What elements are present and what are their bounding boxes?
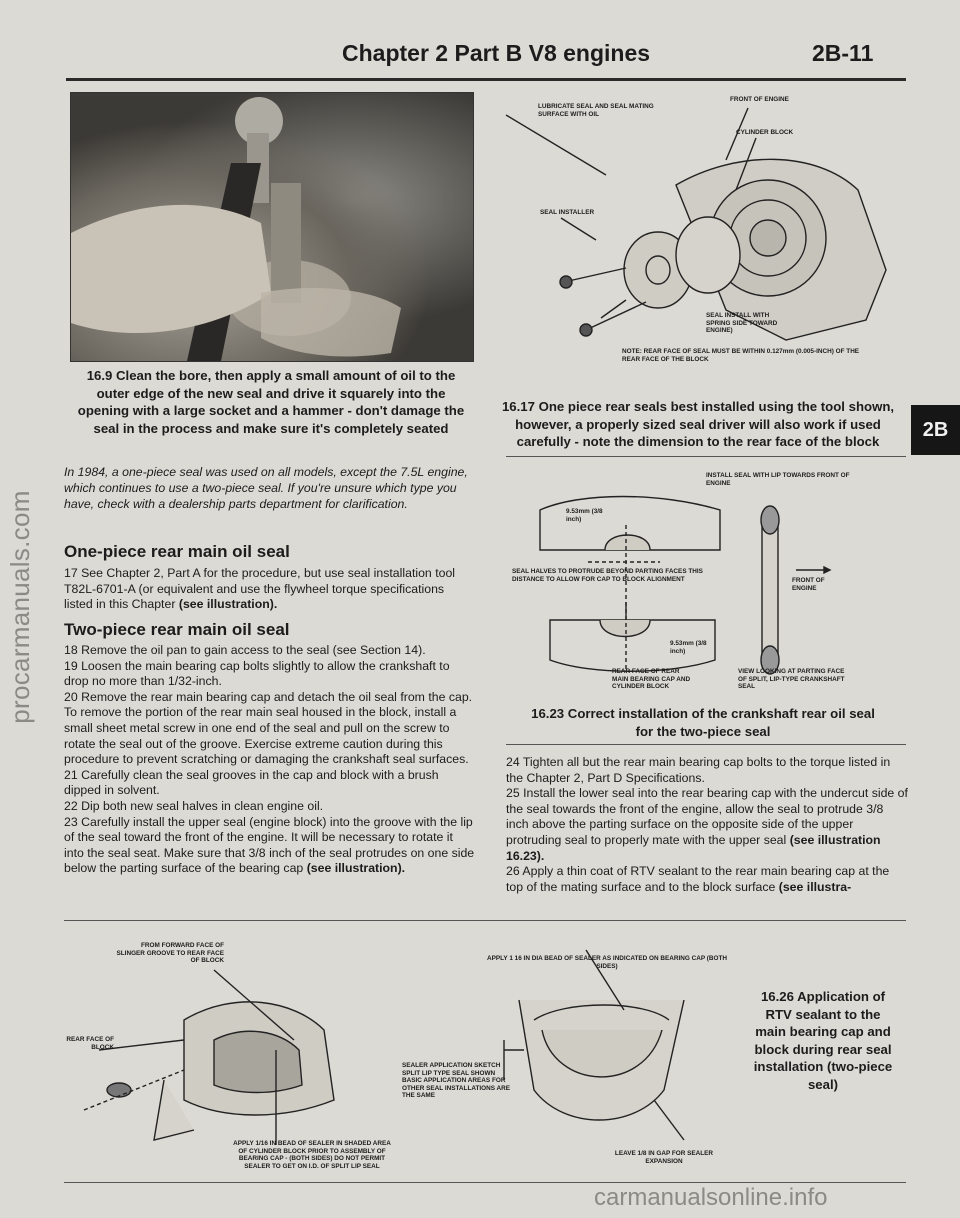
- paragraph-23: [64, 815, 476, 877]
- chapter-title: Chapter 2 Part B V8 engines: [342, 40, 651, 66]
- figure-16-17-caption: 16.17 One piece rear seals best installed using the tool shown, however, a properly sized seal driver will also work if used carefully - note the dimension to the rear face of the block: [501, 399, 895, 449]
- intro-paragraph: In 1984, a one-piece seal was used on all models, except the 7.5L engine, which continues to use a two-piece seal. If you're unsure which type you have, check with a dealership parts department for clarification.: [64, 465, 468, 511]
- label-lubricate: LUBRICATE SEAL AND SEAL MATING SURFACE WITH OIL: [538, 103, 654, 118]
- label-note: NOTE: REAR FACE OF SEAL MUST BE WITHIN 0.127mm (0.005-INCH) OF THE REAR FACE OF THE BLOCK: [622, 348, 860, 363]
- paragraph-22: 22 Dip both new seal halves in clean engine oil.: [64, 798, 324, 813]
- figure-16-9-photo: [70, 92, 474, 362]
- figure-16-17-diagram: [486, 90, 906, 390]
- p23-text: 23 Carefully install the upper seal (engine block) into the groove with the lip of the seal toward the front of the engine. It will be necessary to rotate it into the seal seat. Make sure that 3/8 inch of the seal protrudes on one side below the parting surface of the bearing cap: [64, 814, 475, 876]
- label-front-of-engine: FRONT OF ENGINE: [730, 96, 789, 103]
- bottom-watermark: carmanualsonline.info: [594, 1184, 828, 1211]
- label-cylinder-block: CYLINDER BLOCK: [736, 129, 794, 136]
- label-seal-halves: SEAL HALVES TO PROTRUDE BEYOND PARTING FACES THIS DISTANCE TO ALLOW FOR CAP TO BLOCK ALIGNMENT: [512, 568, 703, 583]
- right-column-body: [506, 755, 908, 895]
- p26-ref: (see illustra-: [778, 879, 852, 894]
- paragraph-18: 18 Remove the oil pan to gain access to the seal (see Section 14).: [64, 643, 426, 657]
- label-leave-gap: LEAVE 1/8 IN GAP FOR SEALER EXPANSION: [614, 1150, 714, 1165]
- photo-illustration: [71, 93, 473, 361]
- p25-text: 25 Install the lower seal into the rear bearing cap with the undercut side of the seal towards the front of the engine, allow the seal to protrude 3/8 inch above the parting surface on the opposite side of the upper protruding seal to properly mate with the upper seal: [506, 786, 908, 847]
- page-number: 2B-11: [812, 40, 874, 66]
- side-watermark: procarmanuals.com: [5, 490, 35, 724]
- paragraph-21: 21 Carefully clean the seal grooves in the cap and block with a brush dipped in solvent.: [64, 767, 439, 798]
- header-rule: [66, 78, 906, 81]
- p25-ref: (see illustration 16.23).: [506, 832, 881, 863]
- section-tab-2b: 2B: [911, 405, 960, 455]
- seal-installer-drawing: [486, 90, 906, 390]
- label-from-forward-face: FROM FORWARD FACE OF SLINGER GROOVE TO REAR FACE OF BLOCK: [116, 942, 224, 965]
- two-piece-body: [64, 643, 476, 877]
- label-view-looking: VIEW LOOKING AT PARTING FACE OF SPLIT, LIP-TYPE CRANKSHAFT SEAL: [738, 668, 845, 691]
- heading-two-piece: Two-piece rear main oil seal: [64, 620, 290, 639]
- label-rear-face: REAR FACE OF REAR MAIN BEARING CAP AND CYLINDER BLOCK: [612, 668, 691, 691]
- paragraph-19: 19 Loosen the main bearing cap bolts slightly to allow the crankshaft to drop no more than 1/32-inch.: [64, 658, 450, 689]
- figure-16-9-caption: 16.9 Clean the bore, then apply a small amount of oil to the outer edge of the new seal and drive it squarely into the opening with a large socket and a hammer - don't damage the seal in the process and make sure it's completely seated: [77, 368, 465, 436]
- heading-one-piece: One-piece rear main oil seal: [64, 542, 290, 561]
- label-apply-top: APPLY 1 16 IN DIA BEAD OF SEALER AS INDICATED ON BEARING CAP (BOTH SIDES): [486, 955, 728, 970]
- divider-rule-4: [64, 1182, 906, 1183]
- label-dim-bottom: 9.53mm (3/8 inch): [670, 640, 707, 655]
- p17-ref: (see illustration).: [178, 597, 278, 612]
- divider-rule-3: [64, 920, 906, 921]
- p26-text: 26 Apply a thin coat of RTV sealant to the rear main bearing cap at the top of the mating surface and to the block surface: [506, 864, 890, 894]
- paragraph-25: [506, 786, 908, 864]
- divider-rule: [506, 456, 906, 457]
- label-seal-install: SEAL INSTALL WITH SPRING SIDE TOWARD ENGINE): [706, 312, 778, 335]
- paragraph-20: 20 Remove the rear main bearing cap and detach the oil seal from the cap. To remove the portion of the rear main seal housed in the block, install a small sheet metal screw in one end of the seal and pull on the screw to rotate the seal out of the groove. Exercise extreme caution during this procedure to prevent scratching or damaging the crankshaft seal surfaces.: [64, 689, 473, 767]
- paragraph-26: [506, 864, 908, 895]
- label-install-seal-lip: INSTALL SEAL WITH LIP TOWARDS FRONT OF ENGINE: [706, 472, 850, 487]
- paragraph-17: [64, 566, 476, 613]
- label-sealer-sketch: SEALER APPLICATION SKETCH SPLIT LIP TYPE SEAL SHOWN BASIC APPLICATION AREAS FOR OTHER SEAL INSTALLATIONS ARE THE SAME: [402, 1062, 511, 1100]
- label-seal-installer: SEAL INSTALLER: [540, 209, 595, 216]
- label-apply-left: APPLY 1/16 IN BEAD OF SEALER IN SHADED AREA OF CYLINDER BLOCK PRIOR TO ASSEMBLY OF BEARING CAP - (BOTH SIDES) DO NOT PERMIT SEALER TO GET ON I.D. OF SPLIT LIP SEAL: [233, 1140, 391, 1170]
- label-dim-top: 9.53mm (3/8 inch): [566, 508, 603, 523]
- p17-text: 17 See Chapter 2, Part A for the procedure, but use seal installation tool T82L-6701-A (or equivalent and use the flywheel torque specifications listed in this Chapter: [64, 566, 456, 612]
- paragraph-24: 24 Tighten all but the rear main bearing cap bolts to the torque listed in the Chapter 2, Part D Specifications.: [506, 755, 891, 785]
- label-front-of-engine-2: FRONT OF ENGINE: [792, 577, 825, 592]
- divider-rule-2: [506, 744, 906, 745]
- label-rear-face-block: REAR FACE OF BLOCK: [66, 1036, 114, 1051]
- figure-16-26-caption: 16.26 Application of RTV sealant to the main bearing cap and block during rear seal installation (two-piece seal): [753, 989, 893, 1092]
- figure-16-23-caption: 16.23 Correct installation of the crankshaft rear oil seal for the two-piece seal: [531, 706, 875, 739]
- p23-ref: (see illustration).: [306, 861, 406, 876]
